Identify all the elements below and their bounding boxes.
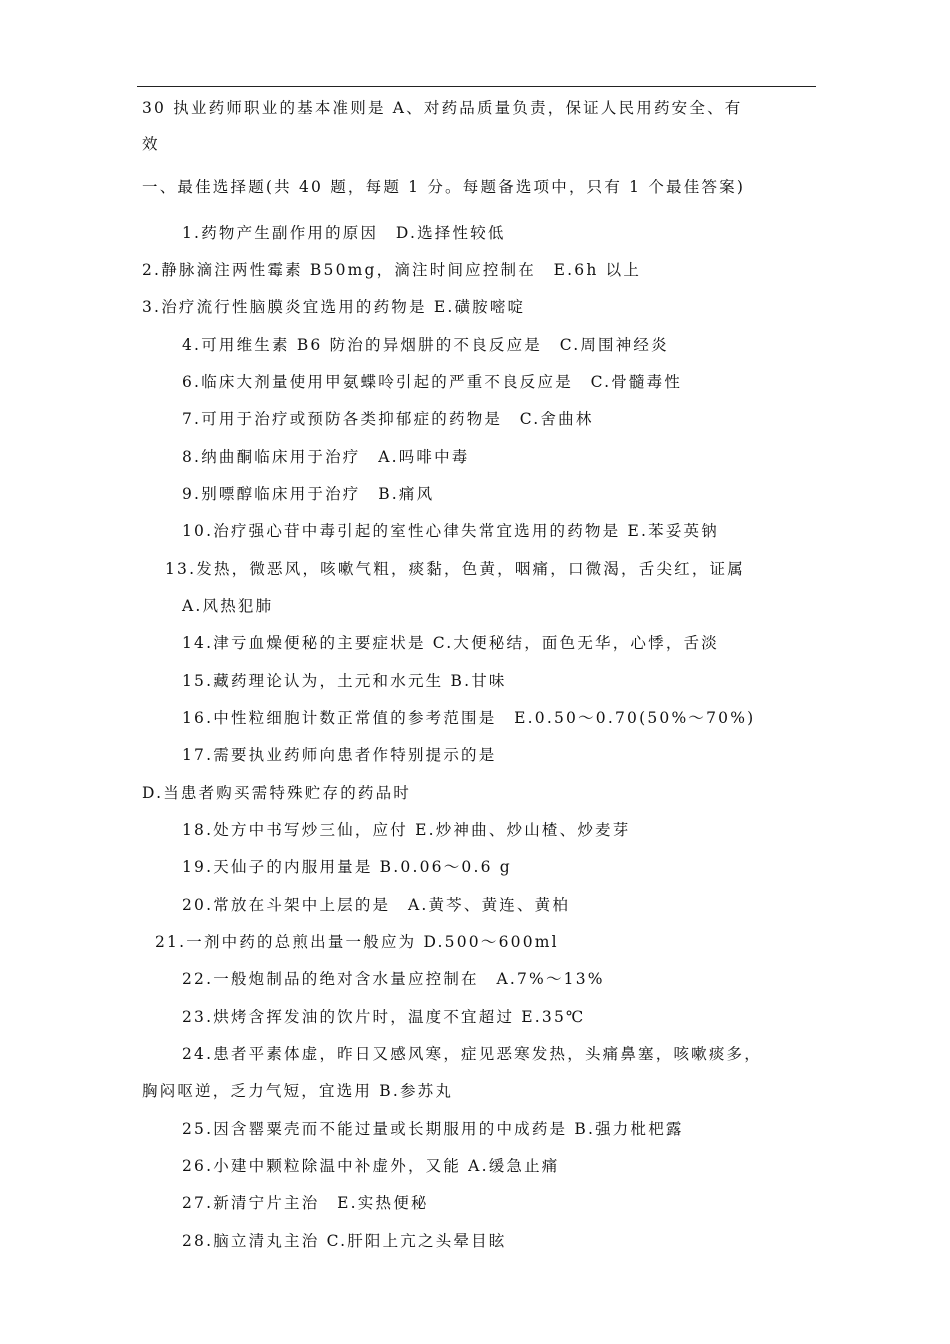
question-line: 9.别嘌醇临床用于治疗 B.痛风 [182, 485, 435, 503]
question-line: 20.常放在斗架中上层的是 A.黄芩、黄连、黄柏 [182, 896, 571, 914]
question-line: 26.小建中颗粒除温中补虚外，又能 A.缓急止痛 [182, 1157, 560, 1175]
question-line: 24.患者平素体虚，昨日又感风寒，症见恶寒发热，头痛鼻塞，咳嗽痰多， [182, 1045, 762, 1063]
question-line: 25.因含罂粟壳而不能过量或长期服用的中成药是 B.强力枇杷露 [182, 1120, 684, 1138]
question-line: 19.天仙子的内服用量是 B.0.06～0.6 g [182, 858, 512, 876]
text-line: 30 执业药师职业的基本准则是 A、对药品质量负责，保证人民用药安全、有 [142, 99, 743, 117]
question-line: 21.一剂中药的总煎出量一般应为 D.500～600ml [155, 933, 559, 951]
question-line: 10.治疗强心苷中毒引起的室性心律失常宜选用的药物是 E.苯妥英钠 [182, 522, 719, 540]
question-line: 13.发热，微恶风，咳嗽气粗，痰黏，色黄，咽痛，口微渴，舌尖红，证属 [165, 560, 745, 578]
question-line: 18.处方中书写炒三仙，应付 E.炒神曲、炒山楂、炒麦芽 [182, 821, 631, 839]
question-line: 3.治疗流行性脑膜炎宜选用的药物是 E.磺胺嘧啶 [142, 298, 526, 316]
question-line: 15.藏药理论认为，土元和水元生 B.甘味 [182, 672, 507, 690]
question-line: 16.中性粒细胞计数正常值的参考范围是 E.0.50～0.70(50%～70%) [182, 709, 756, 727]
section-heading: 一、最佳选择题(共 40 题，每题 1 分。每题备选项中，只有 1 个最佳答案) [142, 178, 746, 196]
question-line: 22.一般炮制品的绝对含水量应控制在 A.7%～13% [182, 970, 605, 988]
question-line: 6.临床大剂量使用甲氨蝶呤引起的严重不良反应是 C.骨髓毒性 [182, 373, 683, 391]
question-line: 14.津亏血燥便秘的主要症状是 C.大便秘结，面色无华，心悸，舌淡 [182, 634, 719, 652]
question-line: 2.静脉滴注两性霉素 B50mg，滴注时间应控制在 E.6h 以上 [142, 261, 642, 279]
question-line: 28.脑立清丸主治 C.肝阳上亢之头晕目眩 [182, 1232, 507, 1250]
question-line: 27.新清宁片主治 E.实热便秘 [182, 1194, 429, 1212]
text-line: 效 [142, 135, 160, 153]
question-line: 7.可用于治疗或预防各类抑郁症的药物是 C.舍曲林 [182, 410, 594, 428]
question-line: 23.烘烤含挥发油的饮片时，温度不宜超过 E.35℃ [182, 1008, 586, 1026]
answer-line: A.风热犯肺 [182, 597, 274, 615]
answer-line: D.当患者购买需特殊贮存的药品时 [142, 784, 412, 802]
question-line: 胸闷呕逆，乏力气短，宜选用 B.参苏丸 [142, 1082, 454, 1100]
header-rule [137, 86, 816, 87]
question-line: 17.需要执业药师向患者作特别提示的是 [182, 746, 497, 764]
question-line: 8.纳曲酮临床用于治疗 A.吗啡中毒 [182, 448, 470, 466]
question-line: 1.药物产生副作用的原因 D.选择性较低 [182, 224, 506, 242]
question-line: 4.可用维生素 B6 防治的异烟肼的不良反应是 C.周围神经炎 [182, 336, 669, 354]
